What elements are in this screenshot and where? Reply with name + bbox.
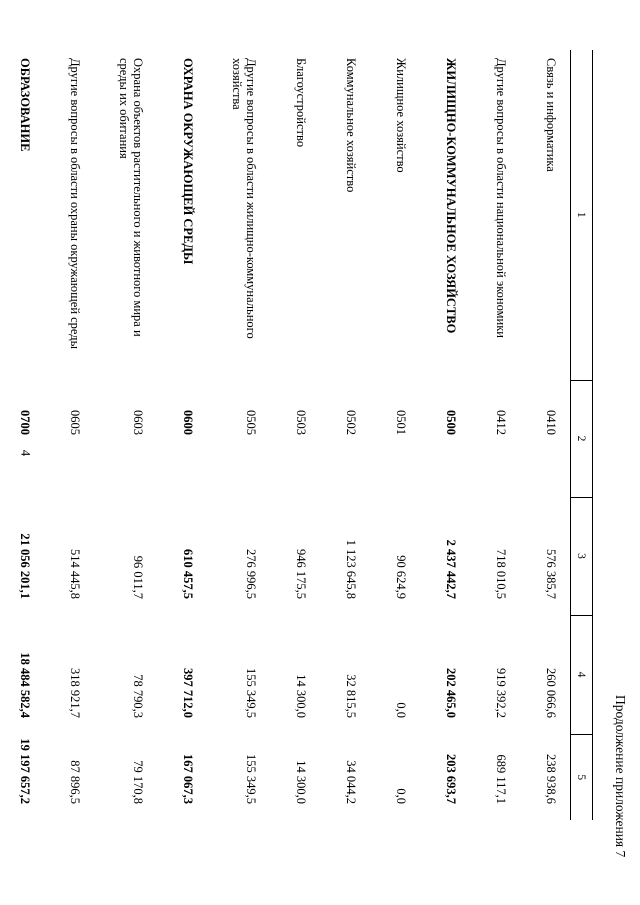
- row-name: Коммунальное хозяйство: [344, 58, 359, 193]
- row-code: 0410: [544, 410, 558, 435]
- row-value-4: 0,0: [394, 702, 409, 718]
- row-name: Связь и информатика: [544, 58, 558, 172]
- table-row: [271, 50, 321, 820]
- row-name: Жилищное хозяйство: [394, 58, 409, 173]
- row-value-4: 14 300,0: [294, 674, 309, 718]
- row-value-5: 155 349,5: [244, 754, 259, 804]
- row-code: 0603: [131, 410, 146, 435]
- header-row: [571, 50, 593, 820]
- row-value-3: 276 996,5: [244, 549, 259, 599]
- row-value-3: 576 385,7: [544, 549, 558, 599]
- table-row: [321, 50, 371, 820]
- row-value-5: 167 067,3: [181, 754, 196, 804]
- row-value-5: 0,0: [394, 788, 409, 804]
- row-value-4: 78 790,3: [131, 674, 146, 718]
- table-row: [521, 50, 571, 820]
- row-name: Другие вопросы в области охраны окружающей среды: [68, 58, 83, 350]
- row-value-4: 202 465,0: [444, 668, 459, 718]
- row-value-3: 96 011,7: [131, 555, 146, 599]
- row-value-5: 689 117,1: [494, 754, 509, 804]
- row-value-4: 919 392,2: [494, 668, 509, 718]
- row-code: 0500: [444, 410, 459, 435]
- row-code: 0600: [181, 410, 196, 435]
- row-value-3: 718 010,5: [494, 549, 509, 599]
- row-code: 0503: [294, 410, 309, 435]
- row-code: 0412: [494, 410, 509, 435]
- header-col-2: 2: [571, 380, 593, 497]
- row-value-3: 610 457,5: [181, 549, 196, 599]
- table-row-section: [158, 50, 208, 820]
- row-value-5: 203 693,7: [444, 754, 459, 804]
- budget-table: [0, 50, 593, 820]
- table-row: [45, 50, 95, 820]
- row-code: 0700: [0, 380, 45, 497]
- row-value-3: 90 624,9: [394, 555, 409, 599]
- table-row: [95, 50, 158, 820]
- table-row-section: [0, 50, 45, 820]
- row-value-5: 87 896,5: [68, 760, 83, 804]
- header-col-3: 3: [571, 497, 593, 615]
- row-value-3: 946 175,5: [294, 549, 309, 599]
- appendix-caption: Продолжение приложения 7: [613, 695, 628, 858]
- page-number: 4: [18, 449, 34, 457]
- table-row: [208, 50, 271, 820]
- row-value-4: 260 066,6: [544, 668, 558, 718]
- table-row-section: [421, 50, 471, 820]
- row-value-4: 155 349,5: [244, 668, 259, 718]
- row-code: 0605: [68, 410, 83, 435]
- row-code: 0502: [344, 410, 359, 435]
- row-value-3: 2 437 442,7: [444, 539, 459, 599]
- header-col-4: 4: [571, 615, 593, 734]
- row-name: Охрана объектов растительного и животного мира и среды их обитания: [117, 58, 146, 337]
- header-col-1: 1: [571, 50, 593, 380]
- row-value-4: 32 815,5: [344, 674, 359, 718]
- row-code: 0501: [394, 410, 409, 435]
- row-value-3: 1 123 645,8: [344, 539, 359, 599]
- row-value-5: 238 938,6: [544, 754, 558, 804]
- row-value-3: 514 445,8: [68, 549, 83, 599]
- row-value-4: 318 921,7: [68, 668, 83, 718]
- row-code: 0505: [244, 410, 259, 435]
- row-name: ЖИЛИЩНО-КОММУНАЛЬНОЕ ХОЗЯЙСТВО: [444, 58, 459, 334]
- row-value-5: 14 300,0: [294, 760, 309, 804]
- table-row: [471, 50, 521, 820]
- row-value-5: 19 197 657,2: [0, 734, 45, 820]
- row-value-3: 21 056 201,1: [0, 497, 45, 615]
- row-value-4: 18 484 582,4: [0, 615, 45, 734]
- row-value-5: 79 170,8: [131, 760, 146, 804]
- row-name: Другие вопросы в области национальной экономики: [494, 58, 509, 338]
- row-value-5: 34 044,2: [344, 760, 359, 804]
- row-name: ОХРАНА ОКРУЖАЮЩЕЙ СРЕДЫ: [181, 58, 196, 265]
- row-value-4: 397 712,0: [181, 668, 196, 718]
- row-name: Благоустройство: [294, 58, 309, 148]
- row-name: ОБРАЗОВАНИЕ: [0, 50, 45, 380]
- header-col-5: 5: [571, 734, 593, 820]
- table-row: [371, 50, 421, 820]
- row-name: Другие вопросы в области жилищно-коммунального хозяйства: [230, 58, 259, 339]
